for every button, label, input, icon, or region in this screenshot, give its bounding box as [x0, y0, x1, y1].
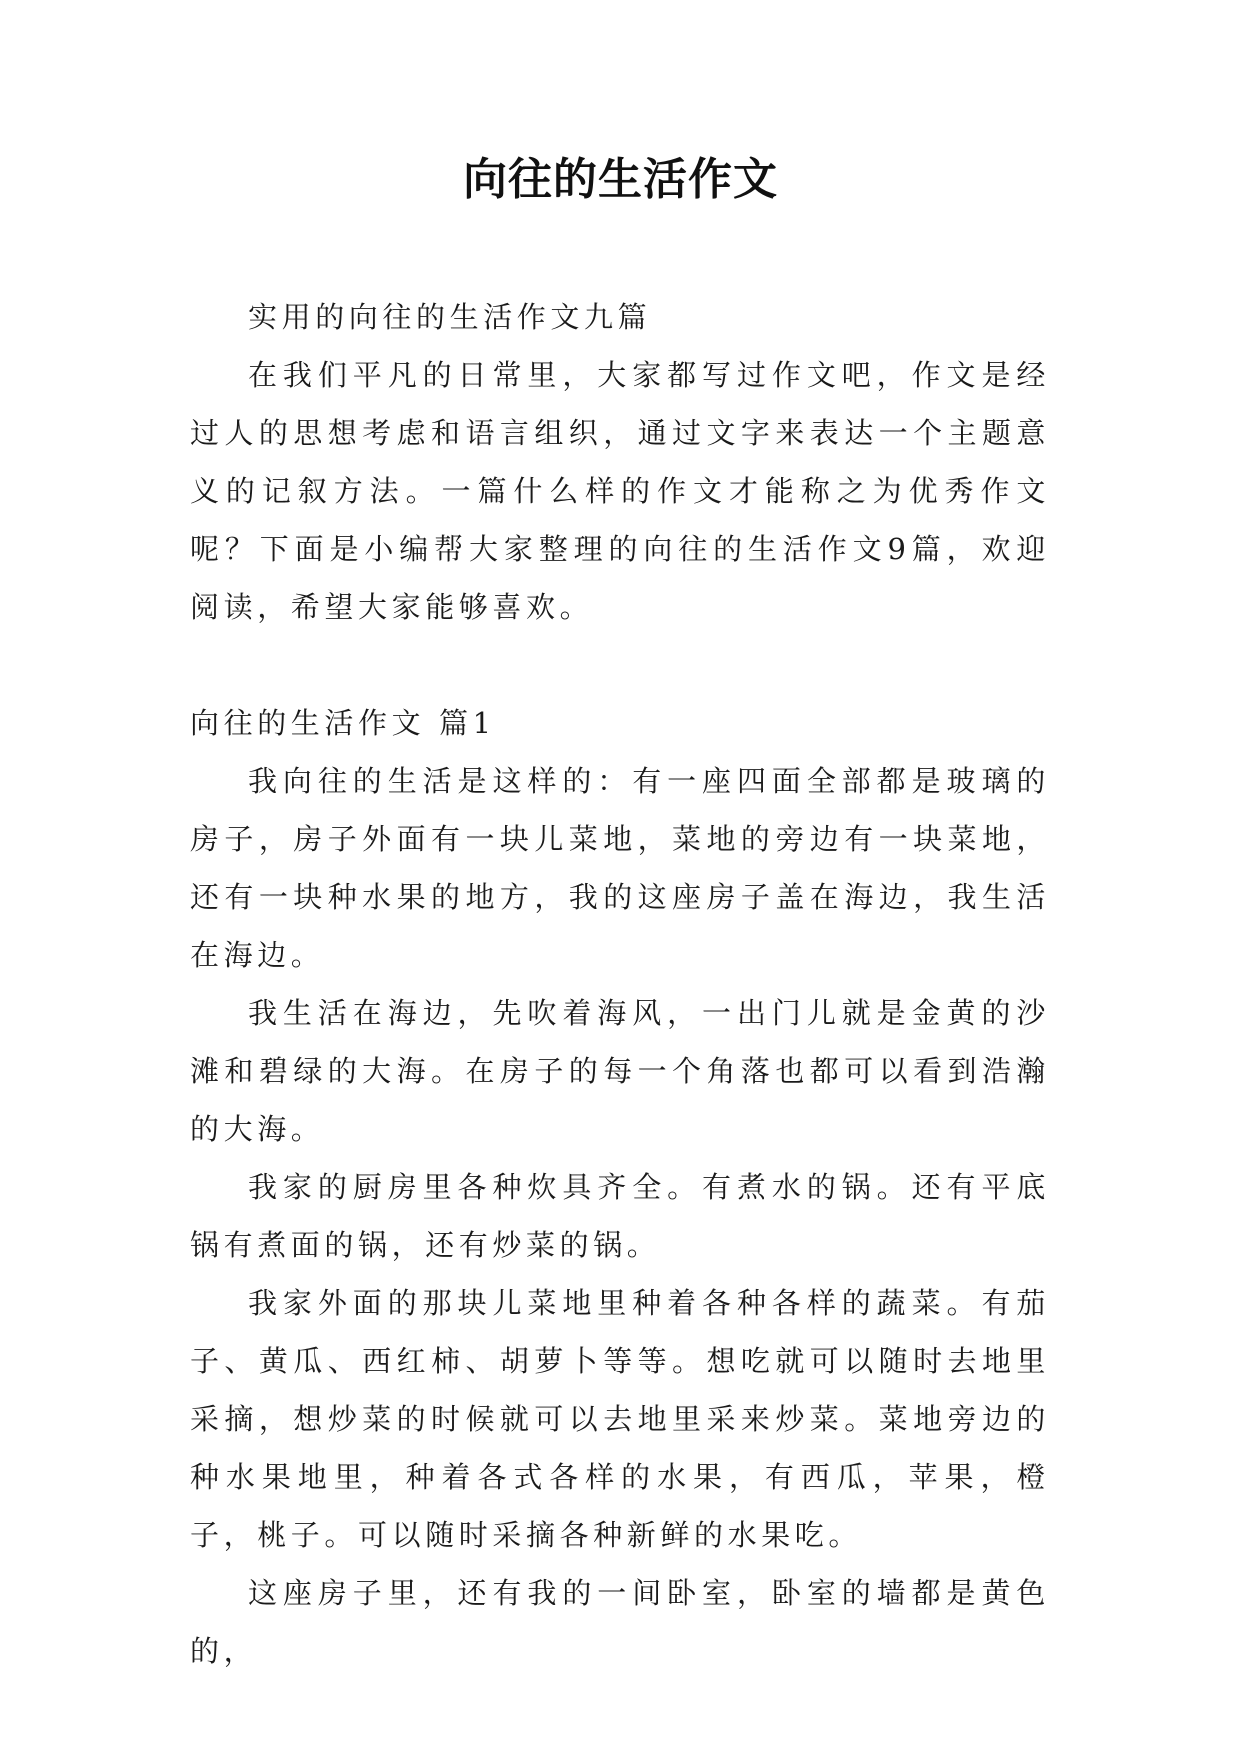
- document-body: [190, 288, 1050, 1680]
- intro-paragraph: 在我们平凡的日常里，大家都写过作文吧，作文是经过人的思想考虑和语言组织，通过文字来表达一个主题意义的记叙方法。一篇什么样的作文才能称之为优秀作文呢？下面是小编帮大家整理的向往的生活作文9篇，欢迎阅读，希望大家能够喜欢。: [190, 358, 1050, 624]
- body-paragraph: 我家的厨房里各种炊具齐全。有煮水的锅。还有平底锅有煮面的锅，还有炒菜的锅。: [190, 1170, 1050, 1262]
- document-title: 向往的生活作文: [463, 154, 778, 205]
- body-paragraph: 我向往的生活是这样的：有一座四面全部都是玻璃的房子，房子外面有一块儿菜地，菜地的旁边有一块菜地，还有一块种水果的地方，我的这座房子盖在海边，我生活在海边。: [190, 764, 1050, 972]
- section-spacer: [190, 636, 1050, 694]
- body-paragraph: 我家外面的那块儿菜地里种着各种各样的蔬菜。有茄子、黄瓜、西红柿、胡萝卜等等。想吃就可以随时去地里采摘，想炒菜的时候就可以去地里采来炒菜。菜地旁边的种水果地里，种着各式各样的水果，有西瓜，苹果，橙子，桃子。可以随时采摘各种新鲜的水果吃。: [190, 1286, 1050, 1552]
- body-paragraph: 这座房子里，还有我的一间卧室，卧室的墙都是黄色的，: [190, 1576, 1050, 1668]
- section-heading: 向往的生活作文 篇1: [190, 706, 496, 740]
- subtitle-paragraph: 实用的向往的生活作文九篇: [248, 300, 652, 334]
- body-paragraph: 我生活在海边，先吹着海风，一出门儿就是金黄的沙滩和碧绿的大海。在房子的每一个角落也都可以看到浩瀚的大海。: [190, 996, 1050, 1146]
